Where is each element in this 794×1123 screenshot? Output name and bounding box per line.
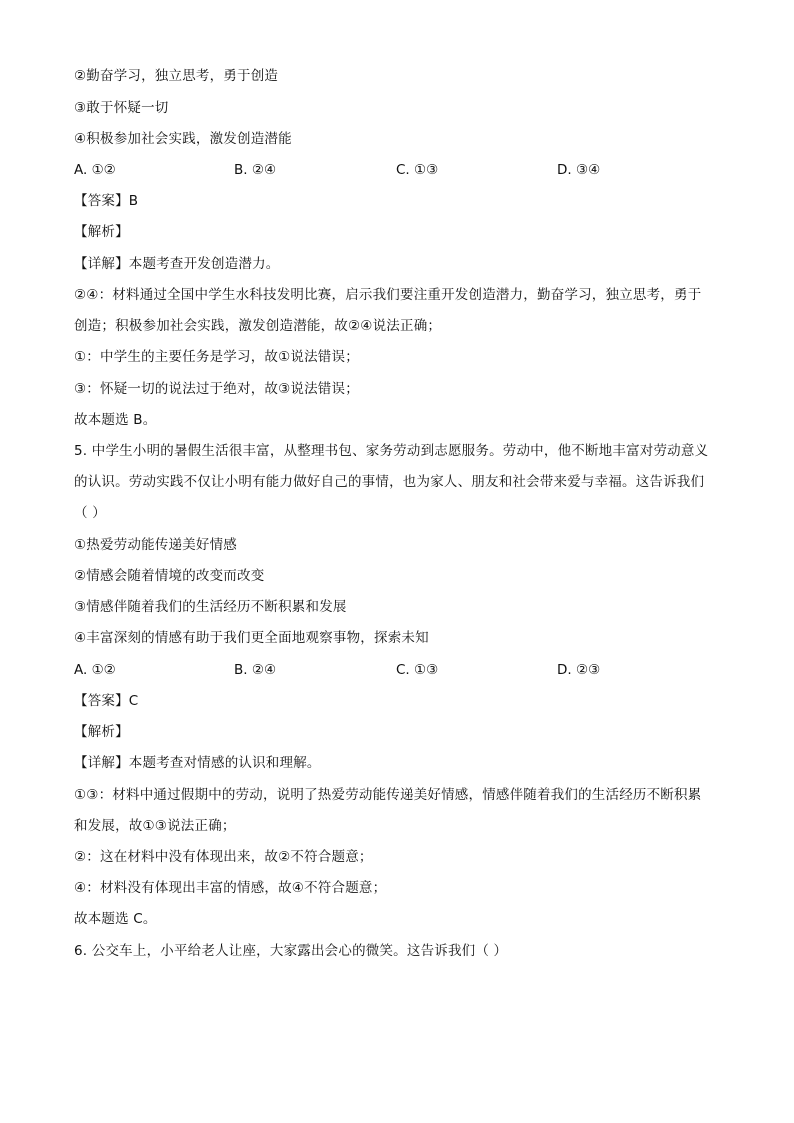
q5-detail-line: 【详解】本题考查对情感的认识和理解。 — [74, 755, 321, 771]
q5-stem-line: （ ） — [74, 505, 106, 521]
q4-option-d: D. ③④ — [557, 162, 601, 178]
q5-statement-4: ④丰富深刻的情感有助于我们更全面地观察事物，探索未知 — [74, 630, 429, 646]
q5-option-c: C. ①③ — [396, 662, 439, 678]
q5-stem-line: 的认识。劳动实践不仅让小明有能力做好自己的事情，也为家人、朋友和社会带来爱与幸福。这告诉我们 — [74, 474, 705, 490]
q5-option-d: D. ②③ — [557, 662, 601, 678]
q4-statement-3: ③敢于怀疑一切 — [74, 100, 169, 116]
q5-detail-line: ④：材料没有体现出丰富的情感，故④不符合题意； — [74, 880, 387, 896]
q4-detail-line: ②④：材料通过全国中学生水科技发明比赛，启示我们要注重开发创造潜力，勤奋学习，独立思考，勇于 — [74, 287, 702, 303]
q4-detail-line: 创造；积极参加社会实践，激发创造潜能，故②④说法正确； — [74, 318, 442, 334]
q5-detail-line: ①③：材料中通过假期中的劳动，说明了热爱劳动能传递美好情感，情感伴随着我们的生活经历不断积累 — [74, 787, 702, 803]
q5-detail-line: ②：这在材料中没有体现出来，故②不符合题意； — [74, 849, 373, 865]
q5-option-b: B. ②④ — [234, 662, 277, 678]
q5-statement-1: ①热爱劳动能传递美好情感 — [74, 537, 238, 553]
q4-option-b: B. ②④ — [234, 162, 277, 178]
q4-analysis-label: 【解析】 — [74, 224, 129, 240]
q5-analysis-label: 【解析】 — [74, 724, 129, 740]
q5-detail-line: 和发展，故①③说法正确； — [74, 818, 236, 834]
q4-option-c: C. ①③ — [396, 162, 439, 178]
q4-statement-2: ②勤奋学习，独立思考，勇于创造 — [74, 68, 279, 84]
q6-stem: 6. 公交车上，小平给老人让座，大家露出会心的微笑。这告诉我们（ ） — [74, 943, 508, 959]
q4-statement-4: ④积极参加社会实践，激发创造潜能 — [74, 131, 292, 147]
q4-answer: 【答案】B — [74, 193, 139, 209]
q5-answer: 【答案】C — [74, 693, 139, 709]
q5-option-a: A. ①② — [74, 662, 116, 678]
q4-detail-line: ③：怀疑一切的说法过于绝对，故③说法错误； — [74, 381, 359, 397]
q4-detail-line: 【详解】本题考查开发创造潜力。 — [74, 256, 280, 272]
q5-statement-3: ③情感伴随着我们的生活经历不断积累和发展 — [74, 599, 347, 615]
q4-option-a: A. ①② — [74, 162, 116, 178]
q5-stem-line: 5. 中学生小明的暑假生活很丰富，从整理书包、家务劳动到志愿服务。劳动中，他不断地丰富对劳动意义 — [74, 443, 709, 459]
q4-detail-line: 故本题选 B。 — [74, 412, 157, 428]
q5-detail-line: 故本题选 C。 — [74, 911, 157, 927]
q4-detail-line: ①：中学生的主要任务是学习，故①说法错误； — [74, 349, 359, 365]
q5-statement-2: ②情感会随着情境的改变而改变 — [74, 568, 265, 584]
